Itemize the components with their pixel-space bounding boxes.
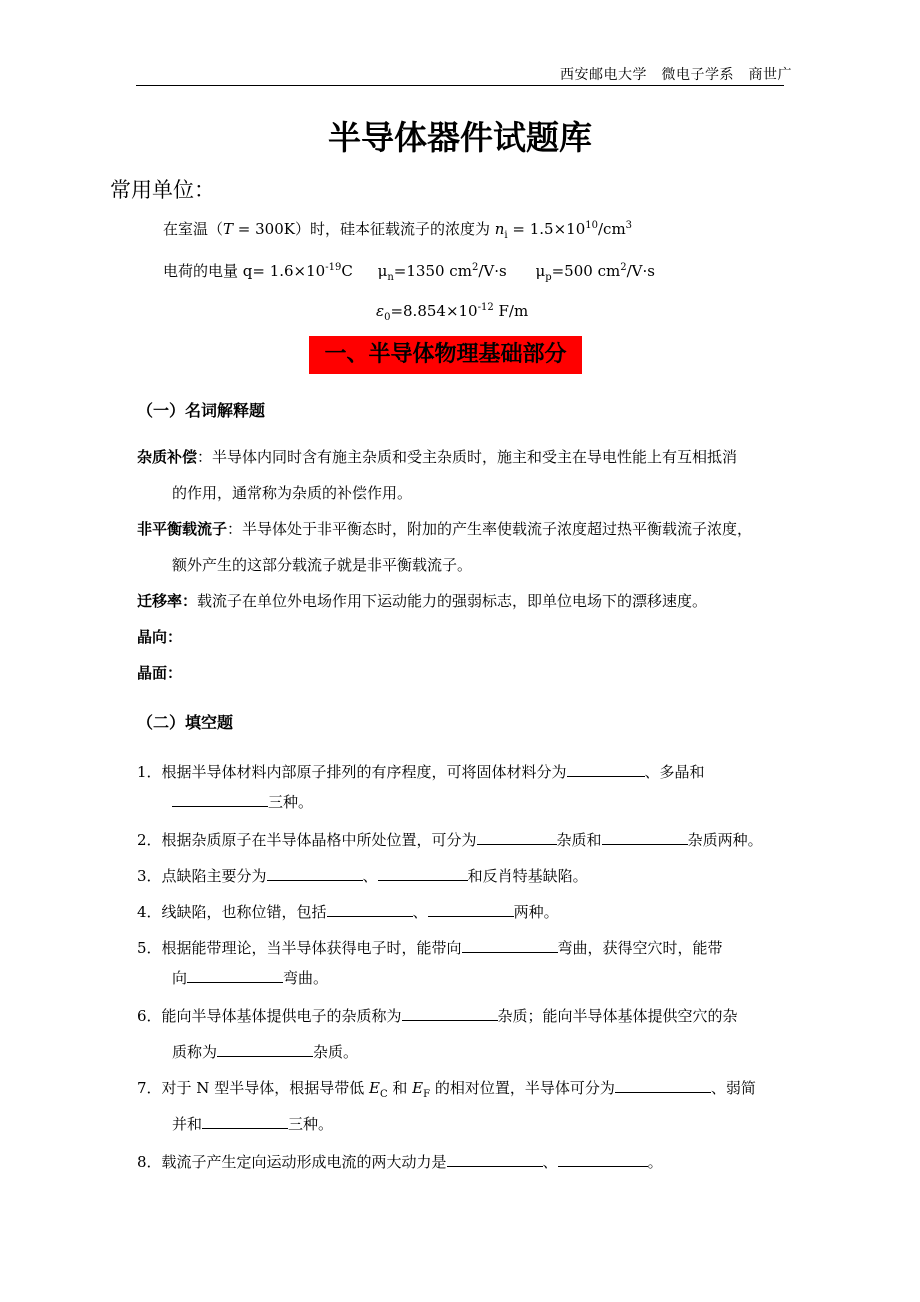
mun-value: =1350 cm <box>393 262 472 280</box>
answer-blank[interactable] <box>462 936 558 953</box>
mun-unit: /V·s <box>478 262 507 280</box>
question-text: 、 <box>362 867 378 885</box>
answer-blank[interactable] <box>327 900 413 917</box>
answer-blank[interactable] <box>602 828 688 845</box>
question-5 <box>137 936 723 958</box>
fermi-level-subscript: F <box>423 1089 431 1100</box>
question-4 <box>137 900 559 922</box>
question-6-cont <box>172 1040 358 1062</box>
question-7-cont <box>172 1112 333 1134</box>
epsilon-symbol: ε <box>376 302 385 320</box>
answer-blank[interactable] <box>172 790 268 807</box>
units-heading: 常用单位： <box>110 178 215 202</box>
term-nonequilibrium <box>137 518 752 539</box>
answer-blank[interactable] <box>615 1076 711 1093</box>
question-text: 。 <box>647 1153 663 1171</box>
answer-blank[interactable] <box>267 864 363 881</box>
question-1 <box>137 760 705 782</box>
mun-subscript: n <box>387 272 394 283</box>
temperature-symbol: T <box>223 220 234 238</box>
conduction-band-symbol: E <box>368 1079 380 1097</box>
conduction-band-subscript: C <box>379 1089 388 1100</box>
page-header: 西安邮电大学 微电子学系 商世广 <box>560 67 792 83</box>
question-text: 两种。 <box>513 903 559 921</box>
question-text: 弯曲。 <box>283 969 329 987</box>
answer-blank[interactable] <box>558 1150 648 1167</box>
question-5-cont <box>172 966 328 988</box>
subsection-fill-blank: （二）填空题 <box>137 713 234 732</box>
term-label: 非平衡载流子 <box>137 520 228 538</box>
term-label: 迁移率： <box>137 592 198 610</box>
ni-subscript: i <box>504 230 508 241</box>
epsilon-unit: F/m <box>493 302 529 320</box>
term-definition: 载流子在单位外电场作用下运动能力的强弱标志，即单位电场下的漂移速度。 <box>197 592 708 610</box>
answer-blank[interactable] <box>378 864 468 881</box>
answer-blank[interactable] <box>187 966 283 983</box>
permittivity-line <box>376 302 528 323</box>
mup-symbol: μ <box>535 262 546 280</box>
question-text: 3．点缺陷主要分为 <box>137 867 267 885</box>
charge-prefix: 电荷的电量 q= 1.6×10 <box>163 262 326 280</box>
subsection-definitions: （一）名词解释题 <box>137 401 266 420</box>
ni-value: = 1.5×10 <box>507 220 586 238</box>
term-label: 晶向： <box>137 628 183 646</box>
question-3 <box>137 864 588 886</box>
question-text: 和反肖特基缺陷。 <box>467 867 588 885</box>
ni-unit-exponent: 3 <box>625 220 633 231</box>
question-text: 1．根据半导体材料内部原子排列的有序程度，可将固体材料分为 <box>137 763 567 781</box>
question-text: 、弱简 <box>710 1079 756 1097</box>
question-text: 向 <box>172 969 188 987</box>
header-rule <box>136 85 784 86</box>
question-text: 、多晶和 <box>644 763 705 781</box>
ni-unit: /cm <box>597 220 626 238</box>
answer-blank[interactable] <box>567 760 645 777</box>
question-7 <box>137 1076 756 1100</box>
term-compensation-cont: 的作用，通常称为杂质的补偿作用。 <box>172 484 413 502</box>
question-text: 杂质。 <box>313 1043 359 1061</box>
question-1-cont <box>172 790 313 812</box>
mun-exponent: 2 <box>471 262 479 273</box>
question-text: 并和 <box>172 1115 203 1133</box>
epsilon-value: =8.854×10 <box>390 302 478 320</box>
question-text: 杂质两种。 <box>687 831 763 849</box>
answer-blank[interactable] <box>217 1040 313 1057</box>
question-text: 三种。 <box>288 1115 334 1133</box>
fermi-level-symbol: E <box>412 1079 424 1097</box>
question-2 <box>137 828 763 850</box>
constants-line <box>163 260 655 283</box>
section-banner: 一、半导体物理基础部分 <box>309 336 582 374</box>
mup-unit: /V·s <box>626 262 655 280</box>
question-6 <box>137 1004 738 1026</box>
question-text: 8．载流子产生定向运动形成电流的两大动力是 <box>137 1153 447 1171</box>
answer-blank[interactable] <box>202 1112 288 1129</box>
mun-symbol: μ <box>377 262 388 280</box>
question-text: 质称为 <box>172 1043 218 1061</box>
question-text: 杂质；能向半导体基体提供空穴的杂 <box>497 1007 738 1025</box>
charge-unit: C <box>341 262 353 280</box>
term-crystal-plane <box>137 662 182 683</box>
answer-blank[interactable] <box>428 900 514 917</box>
question-text: 、 <box>412 903 428 921</box>
ni-symbol: n <box>494 220 505 238</box>
answer-blank[interactable] <box>447 1150 543 1167</box>
term-label: 杂质补偿 <box>137 448 198 466</box>
question-text: 2．根据杂质原子在半导体晶格中所处位置，可分为 <box>137 831 477 849</box>
ni-exponent: 10 <box>585 220 598 231</box>
question-text: 三种。 <box>268 793 314 811</box>
epsilon-exponent: -12 <box>477 302 494 313</box>
charge-exponent: -19 <box>325 262 342 273</box>
question-text: 4．线缺陷，也称位错，包括 <box>137 903 327 921</box>
term-definition: ：半导体内同时含有施主杂质和受主杂质时，施主和受主在导电性能上有互相抵消 <box>197 448 738 466</box>
question-text: 杂质和 <box>556 831 602 849</box>
term-compensation <box>137 446 737 467</box>
intrinsic-concentration-line <box>163 218 632 241</box>
mup-exponent: 2 <box>620 262 627 273</box>
mup-subscript: p <box>545 272 552 283</box>
question-text: 、 <box>542 1153 558 1171</box>
page-title: 半导体器件试题库 <box>328 118 592 157</box>
question-text: 和 <box>387 1079 413 1097</box>
ni-mid: = 300K）时，硅本征载流子的浓度为 <box>233 220 495 238</box>
question-text: 7．对于 N 型半导体，根据导带低 <box>137 1079 369 1097</box>
answer-blank[interactable] <box>477 828 557 845</box>
question-text: 的相对位置，半导体可分为 <box>430 1079 615 1097</box>
ni-prefix: 在室温（ <box>163 220 224 238</box>
epsilon-subscript: 0 <box>384 312 391 323</box>
term-definition: ：半导体处于非平衡态时，附加的产生率使载流子浓度超过热平衡载流子浓度， <box>227 520 753 538</box>
question-text: 弯曲，获得空穴时，能带 <box>557 939 723 957</box>
term-label: 晶面： <box>137 664 183 682</box>
mup-value: =500 cm <box>551 262 621 280</box>
term-mobility <box>137 590 707 611</box>
term-crystal-direction <box>137 626 182 647</box>
question-text: 5．根据能带理论，当半导体获得电子时，能带向 <box>137 939 462 957</box>
answer-blank[interactable] <box>402 1004 498 1021</box>
term-nonequilibrium-cont: 额外产生的这部分载流子就是非平衡载流子。 <box>172 556 473 574</box>
question-8 <box>137 1150 663 1172</box>
question-text: 6．能向半导体基体提供电子的杂质称为 <box>137 1007 402 1025</box>
